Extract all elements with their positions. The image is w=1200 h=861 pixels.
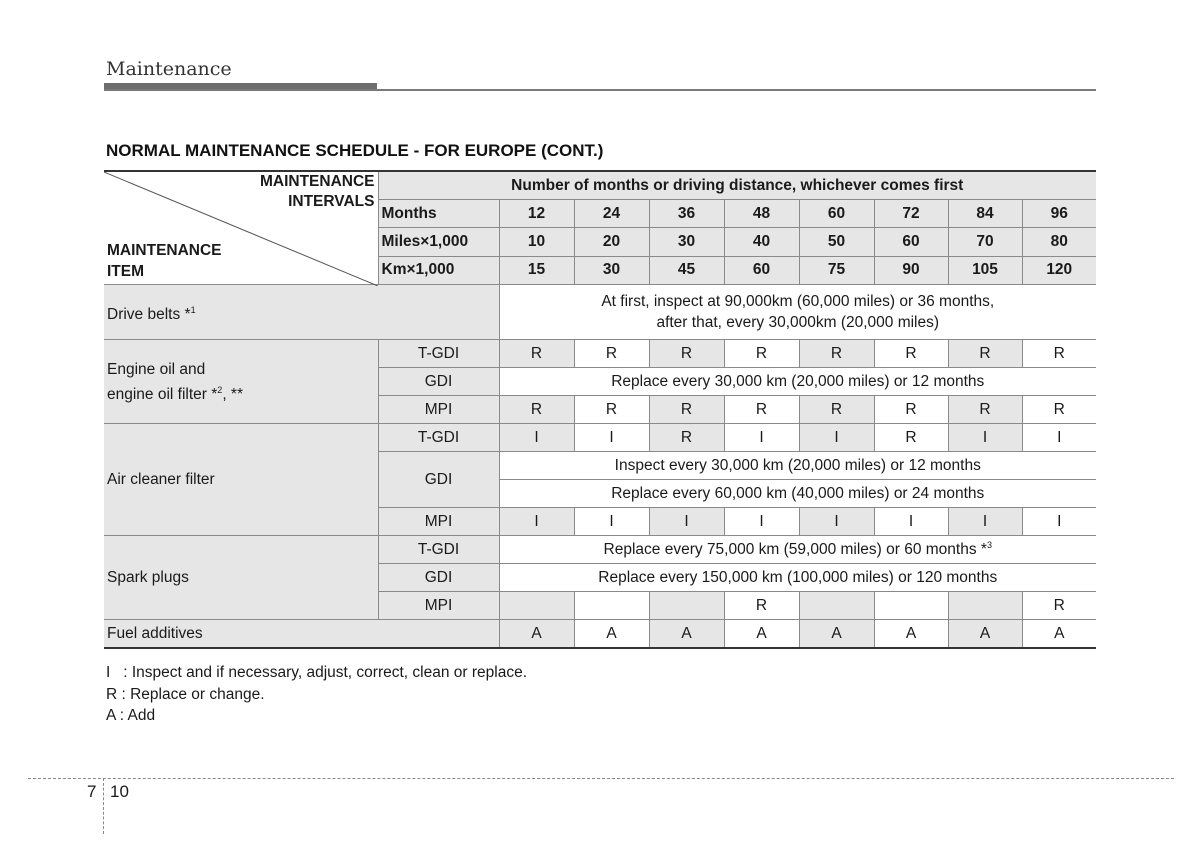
row-air-cleaner-tgdi: Air cleaner filter T-GDI I I R I I R I I [104,424,1096,452]
item-drive-belts: Drive belts *$^1$ [104,285,499,340]
row-engine-oil-tgdi: Engine oil and engine oil filter *$^2$, ** T-GDI R R R R R R R R [104,340,1096,368]
legend-item-inspect: I : Inspect and if necessary, adjust, correct, clean or replace. [106,664,527,681]
corner-intervals-label: MAINTENANCE INTERVALS [259,173,375,210]
row-spark-plugs-mpi: MPI R R [104,592,1096,620]
table-corner-cell [104,171,378,285]
row-drive-belts [104,285,1096,340]
maintenance-schedule-table [104,170,1096,649]
page-chapter-number: 7 [87,782,97,801]
header-rule [104,89,1096,91]
legend-item-add: A : Add [106,707,156,724]
row-spark-plugs-gdi: GDI Replace every 150,000 km (100,000 miles) or 120 months [104,564,1096,592]
footer-rule [28,778,1174,779]
row-air-cleaner-gdi-inspect: GDI Inspect every 30,000 km (20,000 miles) or 12 months [104,452,1096,480]
row-air-cleaner-mpi: MPI I I I I I I I I [104,508,1096,536]
row-engine-oil-gdi: GDI Replace every 30,000 km (20,000 miles) or 12 months [104,368,1096,396]
interval-row-km: Km×1,000 15 30 45 60 75 90 105 120 [104,256,1096,284]
page-header-title: Maintenance [106,58,232,80]
interval-row-miles: Miles×1,000 10 20 30 40 50 60 70 80 [104,228,1096,256]
row-engine-oil-mpi: MPI R R R R R R R R [104,396,1096,424]
row-air-cleaner-gdi-replace: Replace every 60,000 km (40,000 miles) or 24 months [104,480,1096,508]
item-air-cleaner: Air cleaner filter [104,424,378,536]
row-fuel-additives: Fuel additives A A A A A A A A [104,620,1096,649]
item-engine-oil: Engine oil and engine oil filter *$^2$, ** [104,340,378,424]
item-fuel-additives: Fuel additives [104,620,499,649]
legend-item-replace: R : Replace or change. [106,685,265,703]
section-title: NORMAL MAINTENANCE SCHEDULE - FOR EUROPE (CONT.) [106,141,604,160]
page-number: 10 [110,782,129,801]
interval-row-months: Months 12 24 36 48 60 72 84 96 [104,200,1096,228]
corner-item-label: MAINTENANCE ITEM [107,242,222,280]
drive-belts-interval-text: At first, inspect at 90,000km (60,000 miles) or 36 months, after that, every 30,000km (20,000 miles) [499,285,1096,340]
item-spark-plugs: Spark plugs [104,536,378,620]
footer-divider [103,778,104,834]
row-spark-plugs-tgdi: Spark plugs T-GDI Replace every 75,000 km (59,000 miles) or 60 months *$^3$ [104,536,1096,564]
header-caption: Number of months or driving distance, whichever comes first [378,171,1096,200]
legend [106,662,527,727]
